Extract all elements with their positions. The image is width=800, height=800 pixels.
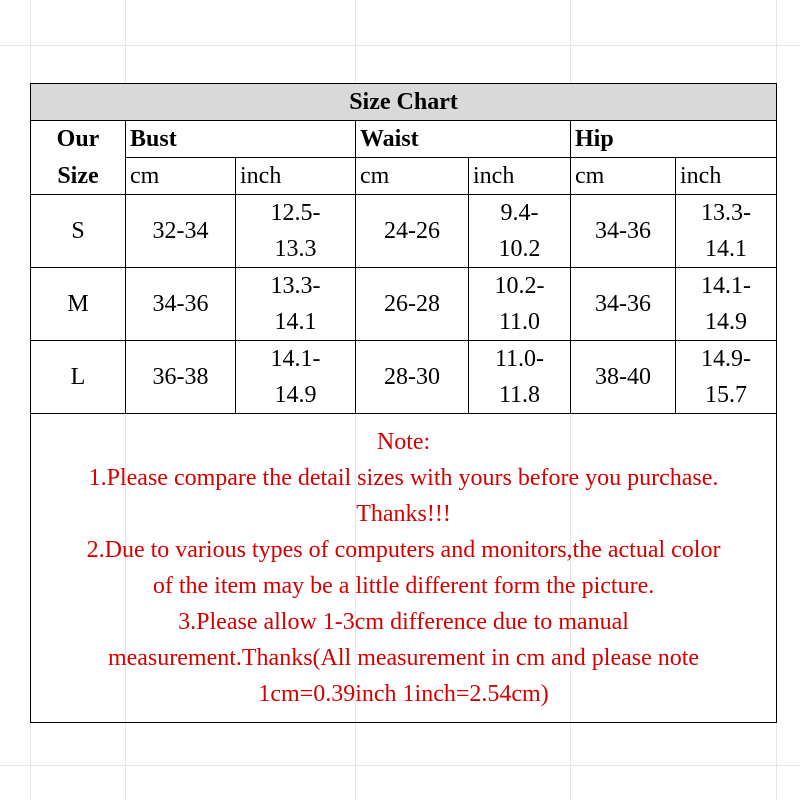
waist-cm-cell: 28-30 — [356, 341, 469, 414]
bust-cm-cell: 36-38 — [126, 341, 236, 414]
bust-header: Bust — [126, 121, 356, 158]
hip-inch-cell: 14.1- 14.9 — [676, 268, 777, 341]
bust-inch-cell: 14.1- 14.9 — [236, 341, 356, 414]
hip-inch-unit: inch — [676, 158, 777, 195]
table-row — [31, 195, 777, 268]
hip-cm-unit: cm — [571, 158, 676, 195]
our-size-header: Our — [31, 121, 126, 158]
note-line: measurement.Thanks(All measurement in cm and please note — [107, 645, 700, 671]
waist-inch-unit: inch — [469, 158, 571, 195]
size-cell: M — [31, 268, 126, 341]
waist-cm-cell: 24-26 — [356, 195, 469, 268]
note-line: 1.Please compare the detail sizes with yours before you purchase. — [88, 465, 719, 491]
bust-cm-cell: 32-34 — [126, 195, 236, 268]
grid-line — [0, 45, 800, 46]
size-cell: S — [31, 195, 126, 268]
waist-cm-unit: cm — [356, 158, 469, 195]
size-chart-table — [30, 83, 777, 723]
bust-inch-cell: 13.3- 14.1 — [236, 268, 356, 341]
waist-inch-cell: 9.4- 10.2 — [469, 195, 571, 268]
note-line: 3.Please allow 1-3cm difference due to manual — [178, 609, 629, 635]
note-line: 1cm=0.39inch 1inch=2.54cm) — [258, 681, 549, 707]
our-size-header-line2: Size — [31, 158, 126, 195]
note-line: of the item may be a little different form the picture. — [152, 573, 655, 599]
hip-cm-cell: 38-40 — [571, 341, 676, 414]
note-line: 2.Due to various types of computers and monitors,the actual color — [86, 537, 721, 563]
note-line: Thanks!!! — [356, 501, 451, 527]
table-row — [31, 268, 777, 341]
waist-inch-cell: 11.0- 11.8 — [469, 341, 571, 414]
grid-line — [0, 765, 800, 766]
hip-header: Hip — [571, 121, 777, 158]
hip-inch-cell: 13.3- 14.1 — [676, 195, 777, 268]
hip-cm-cell: 34-36 — [571, 195, 676, 268]
notes-cell — [31, 414, 777, 723]
bust-inch-cell: 12.5- 13.3 — [236, 195, 356, 268]
hip-cm-cell: 34-36 — [571, 268, 676, 341]
size-cell: L — [31, 341, 126, 414]
hip-inch-cell: 14.9- 15.7 — [676, 341, 777, 414]
waist-inch-cell: 10.2- 11.0 — [469, 268, 571, 341]
bust-inch-unit: inch — [236, 158, 356, 195]
chart-title: Size Chart — [31, 84, 777, 121]
table-row — [31, 341, 777, 414]
bust-cm-unit: cm — [126, 158, 236, 195]
waist-header: Waist — [356, 121, 571, 158]
note-heading: Note: — [376, 429, 431, 455]
waist-cm-cell: 26-28 — [356, 268, 469, 341]
bust-cm-cell: 34-36 — [126, 268, 236, 341]
